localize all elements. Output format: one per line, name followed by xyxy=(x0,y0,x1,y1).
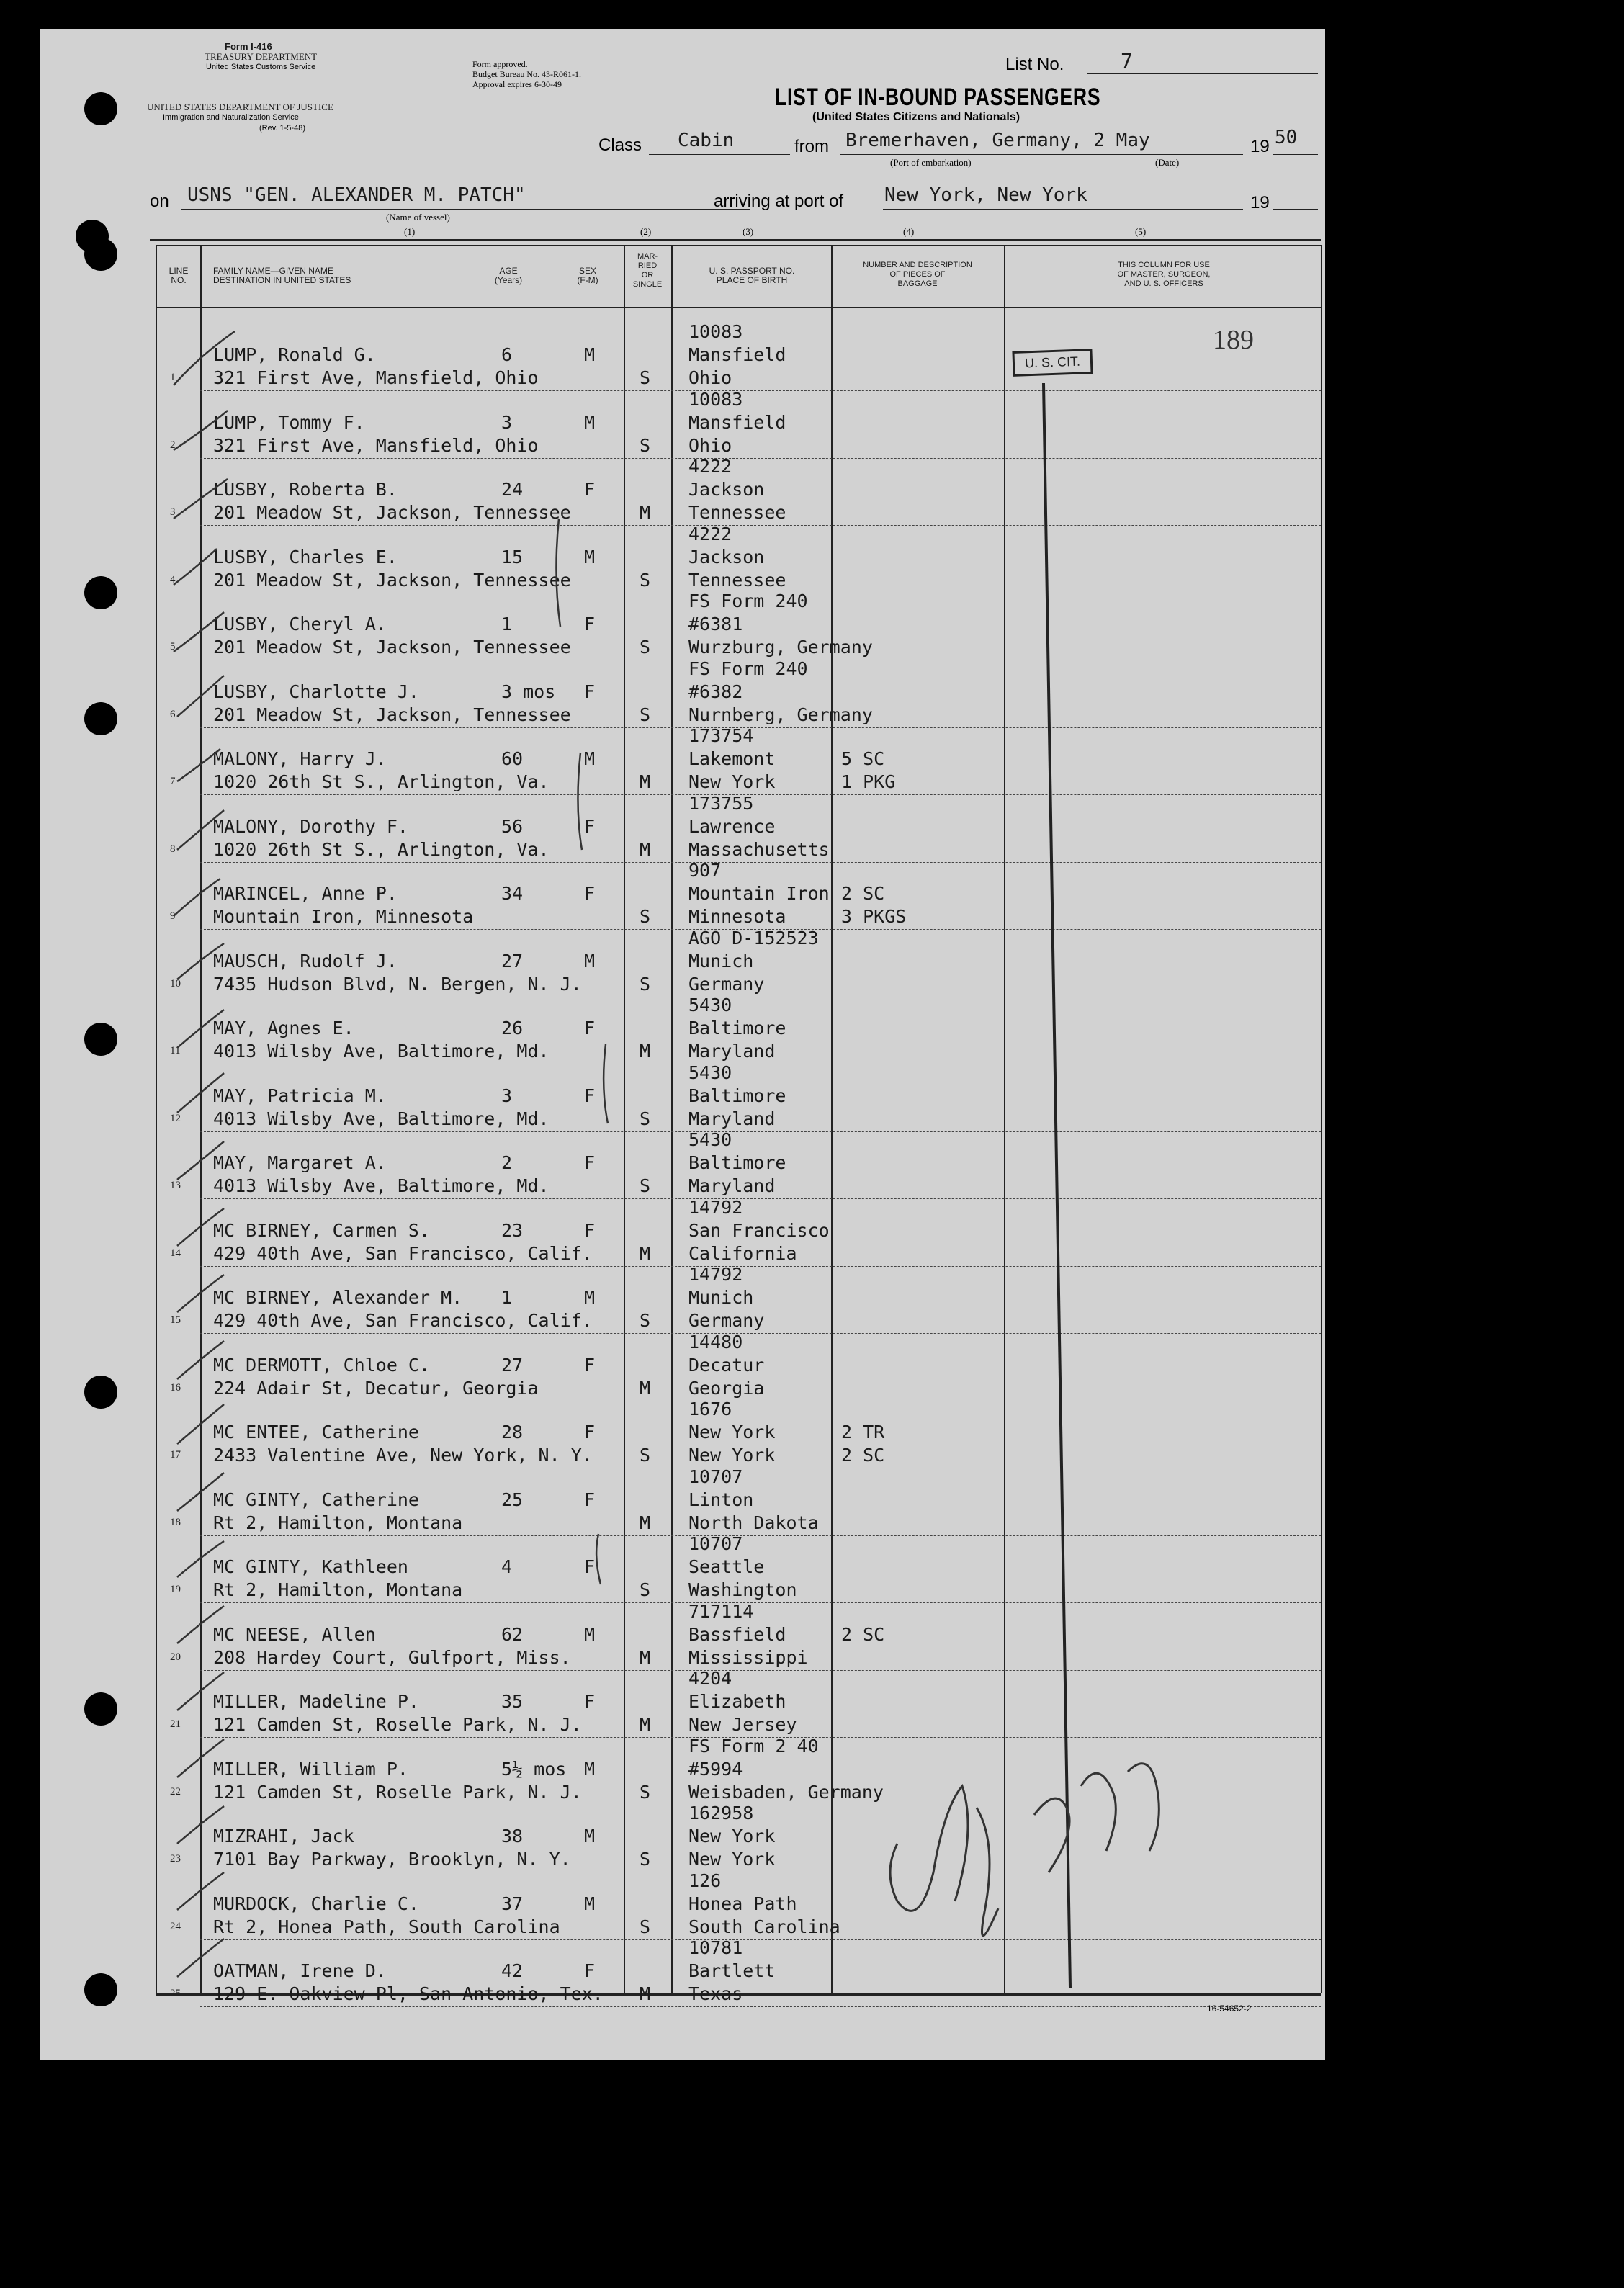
birthplace-line2: South Carolina xyxy=(688,1916,840,1937)
passenger-name: MAY, Agnes E. xyxy=(213,1018,354,1038)
punch-hole xyxy=(84,1692,117,1726)
line-number: 22 xyxy=(170,1785,181,1798)
line-number: 10 xyxy=(170,977,181,990)
bracket-marks xyxy=(556,519,608,1584)
age: 56 xyxy=(501,815,524,837)
destination: Rt 2, Hamilton, Montana xyxy=(213,1579,463,1600)
birthplace-line1: Baltimore xyxy=(688,1085,786,1106)
birthplace-line1: New York xyxy=(688,1422,776,1443)
passport-number: 173754 xyxy=(688,725,754,746)
year-prefix: 19 xyxy=(1250,137,1270,156)
passport-number: 14792 xyxy=(688,1264,743,1285)
marital-status: M xyxy=(640,1512,651,1533)
destination: 2433 Valentine Ave, New York, N. Y. xyxy=(213,1445,593,1466)
col-header-passport: U. S. PASSPORT NO. PLACE OF BIRTH xyxy=(709,266,795,285)
from-label: from xyxy=(794,137,829,156)
sex: F xyxy=(584,1085,596,1106)
line-number: 14 xyxy=(170,1247,181,1259)
birthplace-line1: Linton xyxy=(688,1489,754,1510)
passenger-name: MURDOCK, Charlie C. xyxy=(213,1893,419,1914)
birthplace-line2: Tennessee xyxy=(688,502,786,523)
age: 4 xyxy=(501,1556,513,1577)
punch-hole xyxy=(84,576,117,609)
birthplace-line2: Wurzburg, Germany xyxy=(688,637,873,658)
age: 2 xyxy=(501,1152,513,1173)
passport-number: 10707 xyxy=(688,1466,743,1487)
on-label: on xyxy=(150,192,169,211)
col-num-1: (1) xyxy=(404,226,416,237)
from-value: Bremerhaven, Germany, 2 May xyxy=(845,130,1150,151)
passenger-name: LUMP, Ronald G. xyxy=(213,344,376,365)
destination: 121 Camden St, Roselle Park, N. J. xyxy=(213,1714,582,1735)
birthplace-line1: Mountain Iron xyxy=(688,883,830,904)
passenger-name: MAY, Patricia M. xyxy=(213,1085,387,1106)
sex: M xyxy=(584,546,596,567)
marital-status: S xyxy=(640,1445,651,1466)
passport-number: 4222 xyxy=(688,456,732,477)
birthplace-line1: San Francisco xyxy=(688,1219,830,1241)
age: 42 xyxy=(501,1960,524,1981)
marital-status: S xyxy=(640,1175,651,1196)
passenger-name: MALONY, Dorothy F. xyxy=(213,815,408,837)
passenger-name: LUSBY, Charles E. xyxy=(213,546,398,567)
passenger-name: LUSBY, Charlotte J. xyxy=(213,681,419,702)
birthplace-line2: Texas xyxy=(688,1983,743,2004)
passport-number: 5430 xyxy=(688,1129,732,1150)
ins-label: Immigration and Naturalization Service xyxy=(163,113,299,122)
line-number: 11 xyxy=(170,1045,181,1056)
col-num-4: (4) xyxy=(903,226,915,237)
passenger-name: MC BIRNEY, Alexander M. xyxy=(213,1287,463,1308)
sex: F xyxy=(584,1152,596,1173)
year-suffix: 50 xyxy=(1275,127,1298,148)
passport-number: FS Form 240 xyxy=(688,658,808,679)
passport-number: 14480 xyxy=(688,1331,743,1352)
marital-status: M xyxy=(640,838,651,860)
baggage-line1: 2 SC xyxy=(841,883,885,904)
birthplace-line1: Jackson xyxy=(688,546,765,567)
line-number: 13 xyxy=(170,1180,181,1191)
age: 27 xyxy=(501,1354,524,1376)
sex: F xyxy=(584,1556,596,1577)
sex: F xyxy=(584,681,596,702)
sex: M xyxy=(584,344,596,365)
sex: M xyxy=(584,1623,596,1645)
destination: 1020 26th St S., Arlington, Va. xyxy=(213,771,549,792)
marital-status: S xyxy=(640,1781,651,1803)
col-header-officers: THIS COLUMN FOR USE OF MASTER, SURGEON, AND U. S. OFFICERS xyxy=(1117,261,1211,288)
citizen-stamp: U. S. CIT. xyxy=(1012,349,1093,377)
tick-marks xyxy=(174,331,235,1977)
passport-number: 10083 xyxy=(688,388,743,410)
arriving-label: arriving at port of xyxy=(714,192,844,211)
line-number: 19 xyxy=(170,1584,181,1595)
age: 1 xyxy=(501,1287,513,1308)
line-number: 1 xyxy=(170,372,176,383)
baggage-line2: 3 PKGS xyxy=(841,906,907,927)
passport-number: 126 xyxy=(688,1870,722,1891)
birthplace-line2: Germany xyxy=(688,1310,765,1331)
destination: 4013 Wilsby Ave, Baltimore, Md. xyxy=(213,1108,549,1129)
destination: 429 40th Ave, San Francisco, Calif. xyxy=(213,1242,593,1264)
sex: F xyxy=(584,1422,596,1443)
line-number: 12 xyxy=(170,1112,181,1124)
arrival-port: New York, New York xyxy=(884,184,1087,206)
baggage-line1: 5 SC xyxy=(841,748,885,769)
birthplace-line2: New York xyxy=(688,1849,776,1870)
passport-number: 173755 xyxy=(688,792,754,814)
birthplace-line2: Ohio xyxy=(688,434,732,456)
age: 28 xyxy=(501,1422,524,1443)
passenger-name: MAY, Margaret A. xyxy=(213,1152,387,1173)
sex: M xyxy=(584,1893,596,1914)
footer-code: 16-54652-2 xyxy=(1207,2004,1252,2014)
age: 3 xyxy=(501,1085,513,1106)
marital-status: M xyxy=(640,1041,651,1062)
birthplace-line2: Germany xyxy=(688,973,765,995)
marital-status: M xyxy=(640,502,651,523)
marital-status: S xyxy=(640,1108,651,1129)
birthplace-line2: Mississippi xyxy=(688,1646,808,1668)
punch-hole xyxy=(84,238,117,271)
baggage-line1: 2 TR xyxy=(841,1422,885,1443)
passenger-name: MC GINTY, Catherine xyxy=(213,1489,419,1510)
passport-number: 4204 xyxy=(688,1668,732,1689)
sex: M xyxy=(584,1826,596,1847)
col-num-2: (2) xyxy=(640,226,652,237)
marital-status: S xyxy=(640,637,651,658)
destination: 129 E. Oakview Pl, San Antonio, Tex. xyxy=(213,1983,604,2004)
birthplace-line1: #6381 xyxy=(688,614,743,634)
birthplace-line1: Baltimore xyxy=(688,1018,786,1038)
line-number: 3 xyxy=(170,506,176,518)
sex: F xyxy=(584,815,596,837)
birthplace-line1: Bassfield xyxy=(688,1623,786,1645)
passenger-name: MARINCEL, Anne P. xyxy=(213,883,398,904)
birthplace-line2: Maryland xyxy=(688,1175,776,1196)
birthplace-line1: Elizabeth xyxy=(688,1691,786,1712)
line-number: 21 xyxy=(170,1718,181,1730)
marital-status: M xyxy=(640,771,651,792)
line-number: 15 xyxy=(170,1314,181,1326)
destination: 121 Camden St, Roselle Park, N. J. xyxy=(213,1781,582,1803)
line-number: 23 xyxy=(170,1853,181,1865)
line-number: 18 xyxy=(170,1516,181,1528)
passport-number: 10781 xyxy=(688,1937,743,1958)
destination: 1020 26th St S., Arlington, Va. xyxy=(213,838,549,860)
sex: F xyxy=(584,883,596,904)
age: 1 xyxy=(501,614,513,634)
passenger-name: MALONY, Harry J. xyxy=(213,748,387,769)
year2-prefix: 19 xyxy=(1250,193,1270,212)
passport-number: 1676 xyxy=(688,1399,732,1419)
line-number: 6 xyxy=(170,708,176,720)
destination: Rt 2, Honea Path, South Carolina xyxy=(213,1916,560,1937)
col-num-3: (3) xyxy=(743,226,754,237)
birthplace-line1: Decatur xyxy=(688,1354,765,1376)
birthplace-line1: Jackson xyxy=(688,479,765,500)
birthplace-line1: Munich xyxy=(688,1287,754,1308)
marital-status: M xyxy=(640,1646,651,1668)
manifest-page xyxy=(40,29,1325,2060)
passport-number: FS Form 240 xyxy=(688,591,808,611)
class-value: Cabin xyxy=(678,130,735,151)
doj-label: UNITED STATES DEPARTMENT OF JUSTICE xyxy=(147,102,333,112)
birthplace-line2: New Jersey xyxy=(688,1714,797,1735)
passport-number: 5430 xyxy=(688,1062,732,1083)
sex: F xyxy=(584,479,596,500)
destination: 201 Meadow St, Jackson, Tennessee xyxy=(213,704,571,725)
passenger-name: MC DERMOTT, Chloe C. xyxy=(213,1354,431,1376)
marital-status: S xyxy=(640,434,651,456)
date-caption: (Date) xyxy=(1155,157,1180,168)
line-number: 16 xyxy=(170,1381,181,1394)
baggage-line2: 2 SC xyxy=(841,1445,885,1466)
form-number: Form I-416 xyxy=(225,41,272,52)
birthplace-line1: #5994 xyxy=(688,1758,743,1780)
destination: 224 Adair St, Decatur, Georgia xyxy=(213,1377,539,1399)
passport-number: 4222 xyxy=(688,523,732,544)
destination: Mountain Iron, Minnesota xyxy=(213,906,474,927)
page-stamp-number: 189 xyxy=(1213,325,1254,355)
col-num-5: (5) xyxy=(1135,226,1147,237)
line-number: 2 xyxy=(170,439,176,451)
vessel-name: USNS "GEN. ALEXANDER M. PATCH" xyxy=(187,184,526,206)
sex: F xyxy=(584,1691,596,1712)
passenger-name: MC NEESE, Allen xyxy=(213,1623,376,1645)
birthplace-line2: California xyxy=(688,1242,797,1264)
sex: M xyxy=(584,1758,596,1780)
sex: M xyxy=(584,411,596,433)
customs-label: United States Customs Service xyxy=(206,63,316,71)
line-number: 25 xyxy=(170,1988,181,1999)
sex: F xyxy=(584,1489,596,1510)
page-subtitle: (United States Citizens and Nationals) xyxy=(812,111,1020,123)
budget-label: Budget Bureau No. 43-R061-1. xyxy=(472,69,581,79)
sex: M xyxy=(584,748,596,769)
birthplace-line1: Lawrence xyxy=(688,815,776,837)
col-header-name: FAMILY NAME—GIVEN NAME DESTINATION IN UNITED STATES xyxy=(213,266,351,285)
destination: 201 Meadow St, Jackson, Tennessee xyxy=(213,637,571,658)
age: 23 xyxy=(501,1219,524,1241)
marital-status: M xyxy=(640,1242,651,1264)
destination: 208 Hardey Court, Gulfport, Miss. xyxy=(213,1646,571,1668)
col-header-married: MAR- RIED OR SINGLE xyxy=(632,252,663,289)
age: 26 xyxy=(501,1018,524,1038)
list-number: 7 xyxy=(1121,49,1133,73)
destination: 4013 Wilsby Ave, Baltimore, Md. xyxy=(213,1041,549,1062)
age: 60 xyxy=(501,748,524,769)
birthplace-line1: Lakemont xyxy=(688,748,776,769)
line-number: 8 xyxy=(170,843,176,855)
birthplace-line2: Georgia xyxy=(688,1377,765,1399)
birthplace-line2: New York xyxy=(688,1445,776,1466)
age: 24 xyxy=(501,479,524,500)
marital-status: S xyxy=(640,569,651,591)
marital-status: S xyxy=(640,906,651,927)
sex: F xyxy=(584,1960,596,1981)
sex: M xyxy=(584,1287,596,1308)
line-number: 5 xyxy=(170,641,176,652)
passenger-name: MC ENTEE, Catherine xyxy=(213,1422,419,1443)
line-number: 17 xyxy=(170,1449,181,1461)
col-header-baggage: NUMBER AND DESCRIPTION OF PIECES OF BAGGAGE xyxy=(863,261,972,288)
passport-number: 14792 xyxy=(688,1196,743,1218)
destination: 321 First Ave, Mansfield, Ohio xyxy=(213,367,539,388)
vessel-caption: (Name of vessel) xyxy=(386,212,450,223)
line-number: 20 xyxy=(170,1651,181,1663)
treasury-label: TREASURY DEPARTMENT xyxy=(205,51,318,62)
birthplace-line1: Honea Path xyxy=(688,1893,797,1914)
destination: 7101 Bay Parkway, Brooklyn, N. Y. xyxy=(213,1849,571,1870)
birthplace-line2: Nurnberg, Germany xyxy=(688,704,873,725)
marital-status: M xyxy=(640,1983,651,2004)
passenger-name: LUSBY, Roberta B. xyxy=(213,479,398,500)
birthplace-line1: New York xyxy=(688,1826,776,1847)
line-number: 7 xyxy=(170,776,176,787)
passport-number: AGO D-152523 xyxy=(688,927,819,948)
birthplace-line2: North Dakota xyxy=(688,1512,819,1533)
destination: 201 Meadow St, Jackson, Tennessee xyxy=(213,502,571,523)
sex: F xyxy=(584,1219,596,1241)
birthplace-line2: Tennessee xyxy=(688,569,786,591)
col-header-sex: SEX (F-M) xyxy=(577,266,598,285)
handwriting-overlay xyxy=(40,29,1325,2060)
sex: F xyxy=(584,1354,596,1376)
birthplace-line2: Maryland xyxy=(688,1108,776,1129)
marital-status: S xyxy=(640,973,651,995)
class-label: Class xyxy=(598,135,642,155)
passport-number: 10707 xyxy=(688,1533,743,1554)
passenger-name: MAUSCH, Rudolf J. xyxy=(213,950,398,972)
passport-number: FS Form 2 40 xyxy=(688,1735,819,1757)
passenger-name: MILLER, William P. xyxy=(213,1758,408,1780)
birthplace-line1: Bartlett xyxy=(688,1960,776,1981)
approved-label: Form approved. xyxy=(472,59,528,69)
birthplace-line1: Mansfield xyxy=(688,411,786,433)
birthplace-line1: Munich xyxy=(688,950,754,972)
destination: 201 Meadow St, Jackson, Tennessee xyxy=(213,569,571,591)
age: 34 xyxy=(501,883,524,904)
punch-hole xyxy=(84,1973,117,2006)
age: 3 mos xyxy=(501,681,556,702)
passport-number: 907 xyxy=(688,860,722,881)
punch-hole xyxy=(84,92,117,125)
age: 27 xyxy=(501,950,524,972)
birthplace-line2: Washington xyxy=(688,1579,797,1600)
signature xyxy=(890,1764,1159,1936)
birthplace-line1: #6382 xyxy=(688,681,743,702)
birthplace-line2: Weisbaden, Germany xyxy=(688,1781,884,1803)
rev-label: (Rev. 1-5-48) xyxy=(259,124,305,133)
birthplace-line2: New York xyxy=(688,771,776,792)
col-header-age: AGE (Years) xyxy=(494,266,523,285)
embark-caption: (Port of embarkation) xyxy=(890,157,972,168)
baggage-line1: 2 SC xyxy=(841,1623,885,1645)
birthplace-line2: Minnesota xyxy=(688,906,786,927)
destination: 429 40th Ave, San Francisco, Calif. xyxy=(213,1310,593,1331)
punch-hole xyxy=(84,1376,117,1409)
passenger-name: MC BIRNEY, Carmen S. xyxy=(213,1219,431,1241)
passport-number: 717114 xyxy=(688,1600,754,1622)
destination: Rt 2, Hamilton, Montana xyxy=(213,1512,463,1533)
age: 35 xyxy=(501,1691,524,1712)
age: 62 xyxy=(501,1623,524,1645)
marital-status: S xyxy=(640,1310,651,1331)
sex: F xyxy=(584,1018,596,1038)
birthplace-line2: Massachusetts xyxy=(688,838,830,860)
destination: 7435 Hudson Blvd, N. Bergen, N. J. xyxy=(213,973,582,995)
list-label: List No. xyxy=(1005,55,1064,74)
line-number: 4 xyxy=(170,573,176,586)
passenger-name: LUMP, Tommy F. xyxy=(213,411,365,433)
birthplace-line1: Seattle xyxy=(688,1556,765,1577)
punch-hole xyxy=(84,702,117,735)
passport-number: 5430 xyxy=(688,995,732,1015)
age: 37 xyxy=(501,1893,524,1914)
punch-hole xyxy=(84,1023,117,1056)
birthplace-line2: Ohio xyxy=(688,367,732,388)
age: 5½ mos xyxy=(501,1758,567,1780)
passport-number: 162958 xyxy=(688,1803,754,1823)
destination: 321 First Ave, Mansfield, Ohio xyxy=(213,434,539,456)
birthplace-line1: Baltimore xyxy=(688,1152,786,1173)
age: 38 xyxy=(501,1826,524,1847)
page-title: LIST OF IN-BOUND PASSENGERS xyxy=(775,84,1101,111)
marital-status: S xyxy=(640,1916,651,1937)
age: 6 xyxy=(501,344,513,365)
birthplace-line2: Maryland xyxy=(688,1041,776,1062)
passenger-name: MIZRAHI, Jack xyxy=(213,1826,354,1847)
passenger-name: MILLER, Madeline P. xyxy=(213,1691,419,1712)
marital-status: S xyxy=(640,1849,651,1870)
line-number: 9 xyxy=(170,910,176,922)
marital-status: M xyxy=(640,1377,651,1399)
expires-label: Approval expires 6-30-49 xyxy=(472,79,562,89)
age: 25 xyxy=(501,1489,524,1510)
birthplace-line1: Mansfield xyxy=(688,344,786,365)
col-header-line: LINE NO. xyxy=(169,266,189,285)
age: 15 xyxy=(501,546,524,567)
baggage-line2: 1 PKG xyxy=(841,771,896,792)
marital-status: S xyxy=(640,1579,651,1600)
sex: F xyxy=(584,614,596,634)
line-number: 24 xyxy=(170,1920,181,1932)
passenger-name: OATMAN, Irene D. xyxy=(213,1960,387,1981)
destination: 4013 Wilsby Ave, Baltimore, Md. xyxy=(213,1175,549,1196)
marital-status: M xyxy=(640,1714,651,1735)
sex: M xyxy=(584,950,596,972)
passenger-name: MC GINTY, Kathleen xyxy=(213,1556,408,1577)
passport-number: 10083 xyxy=(688,321,743,342)
marital-status: S xyxy=(640,367,651,388)
passenger-name: LUSBY, Cheryl A. xyxy=(213,614,387,634)
marital-status: S xyxy=(640,704,651,725)
age: 3 xyxy=(501,411,513,433)
